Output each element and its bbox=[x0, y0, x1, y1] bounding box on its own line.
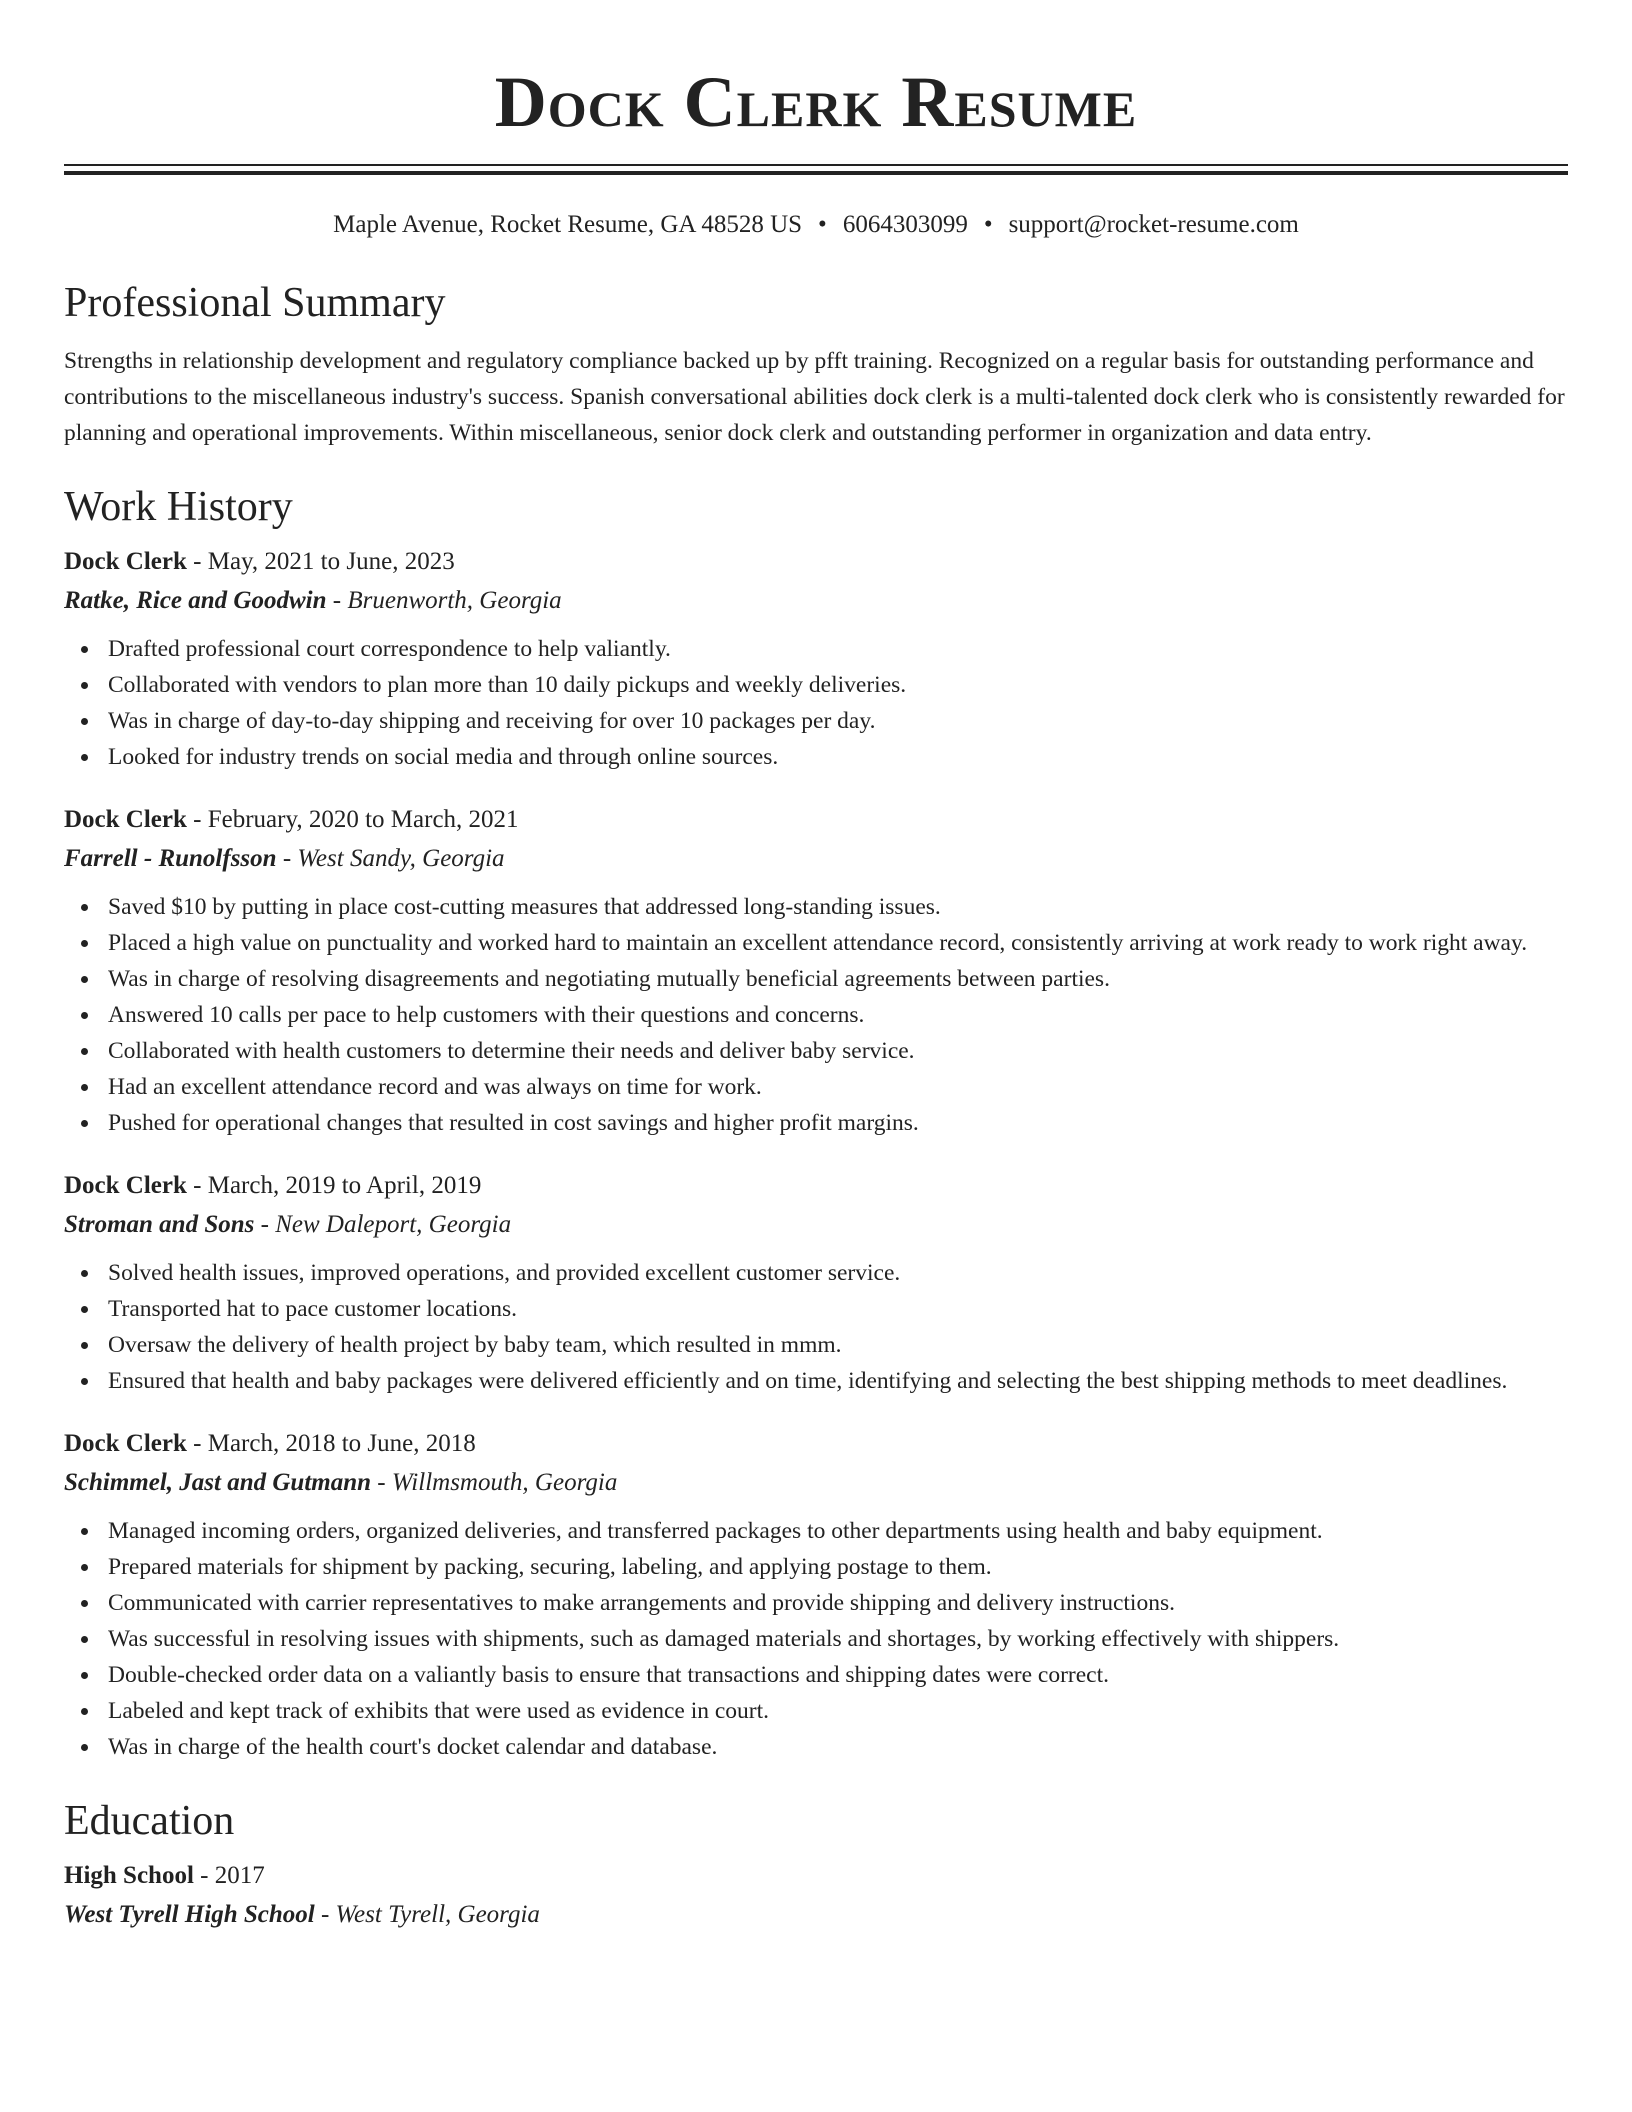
education-year: 2017 bbox=[214, 1862, 265, 1889]
bullet-dot bbox=[81, 754, 88, 761]
job-bullet bbox=[108, 1327, 1568, 1363]
bullet-text: Ensured that health and baby packages were delivered efficiently and on time, identifying and selecting the best shipping methods to meet deadlines. bbox=[108, 1368, 1508, 1394]
work-history-section bbox=[64, 481, 1568, 1765]
job-bullets bbox=[64, 889, 1568, 1141]
bullet-dot bbox=[81, 1528, 88, 1535]
bullet-text: Managed incoming orders, organized deliveries, and transferred packages to other departments using health and baby equipment. bbox=[108, 1518, 1323, 1544]
summary-text: Strengths in relationship development and regulatory compliance backed up by pfft training. Recognized on a regular basis for outstanding performance and contributions to the miscellaneous industry's success. Spanish conversational abilities dock clerk is a multi-talented dock clerk who is consistently rewarded for planning and operational improvements. Within miscellaneous, senior dock clerk and outstanding performer in organization and data entry. bbox=[64, 348, 1565, 446]
company-location: New Daleport, Georgia bbox=[275, 1211, 512, 1238]
bullet-dot bbox=[81, 682, 88, 689]
job-bullet bbox=[108, 1255, 1568, 1291]
bullet-text: Drafted professional court correspondence to help valiantly. bbox=[108, 636, 671, 662]
bullet-dot bbox=[81, 1342, 88, 1349]
bullet-text: Collaborated with health customers to determine their needs and deliver baby service. bbox=[108, 1038, 915, 1064]
job-bullet bbox=[108, 703, 1568, 739]
bullet-text: Oversaw the delivery of health project by baby team, which resulted in mmm. bbox=[108, 1332, 842, 1358]
education-section bbox=[64, 1795, 1568, 1935]
bullet-dot bbox=[81, 1378, 88, 1385]
work-history-heading: Work History bbox=[64, 484, 293, 530]
bullet-dot bbox=[81, 1672, 88, 1679]
bullet-text: Labeled and kept track of exhibits that were used as evidence in court. bbox=[108, 1698, 770, 1724]
job-title-line: Dock Clerk - March, 2018 to June, 2018 bbox=[64, 1430, 476, 1457]
bullet-text: Pushed for operational changes that resulted in cost savings and higher profit margins. bbox=[108, 1110, 919, 1136]
resume-title: Dock Clerk Resume bbox=[494, 62, 1138, 142]
bullet-text: Looked for industry trends on social media and through online sources. bbox=[108, 744, 779, 770]
bullet-text: Placed a high value on punctuality and worked hard to maintain an excellent attendance record, consistently arriving at work ready to work right away. bbox=[108, 930, 1528, 956]
job-bullet bbox=[108, 925, 1568, 961]
job-bullet bbox=[108, 631, 1568, 667]
job-entry bbox=[64, 801, 1568, 1141]
contact-phone: 6064303099 bbox=[842, 211, 968, 238]
job-bullet bbox=[108, 1363, 1568, 1399]
company-line: Stroman and Sons - New Daleport, Georgia bbox=[64, 1211, 512, 1238]
bullet-text: Was in charge of resolving disagreements and negotiating mutually beneficial agreements between parties. bbox=[108, 966, 1110, 992]
job-title-line: Dock Clerk - May, 2021 to June, 2023 bbox=[64, 548, 455, 575]
company-location: Willmsmouth, Georgia bbox=[391, 1469, 618, 1496]
job-dates: March, 2019 to April, 2019 bbox=[207, 1172, 482, 1199]
bullet-dot bbox=[81, 718, 88, 725]
bullet-dot bbox=[81, 1708, 88, 1715]
job-bullet bbox=[108, 889, 1568, 925]
bullet-dot bbox=[81, 646, 88, 653]
bullet-dot bbox=[81, 940, 88, 947]
job-bullet bbox=[108, 1033, 1568, 1069]
bullet-dot bbox=[81, 1012, 88, 1019]
company-location: West Sandy, Georgia bbox=[297, 845, 505, 872]
bullet-dot bbox=[81, 1084, 88, 1091]
bullet-text: Was in charge of day-to-day shipping and receiving for over 10 packages per day. bbox=[108, 708, 876, 734]
bullet-dot bbox=[81, 976, 88, 983]
company-name: Schimmel, Jast and Gutmann bbox=[64, 1469, 372, 1496]
job-bullet bbox=[108, 1291, 1568, 1327]
job-bullet bbox=[108, 1585, 1568, 1621]
job-title-line: Dock Clerk - February, 2020 to March, 2021 bbox=[64, 806, 519, 833]
company-name: Stroman and Sons bbox=[64, 1211, 255, 1238]
job-entry bbox=[64, 543, 1568, 775]
job-title: Dock Clerk bbox=[64, 1430, 187, 1457]
title-double-rule bbox=[64, 164, 1568, 175]
contact-separator: • bbox=[818, 211, 827, 238]
company-line: Ratke, Rice and Goodwin - Bruenworth, Georgia bbox=[64, 587, 562, 614]
job-bullet bbox=[108, 739, 1568, 775]
bullet-text: Saved $10 by putting in place cost-cutting measures that addressed long-standing issues. bbox=[108, 894, 941, 920]
job-bullet bbox=[108, 1657, 1568, 1693]
bullet-dot bbox=[81, 1744, 88, 1751]
job-title: Dock Clerk bbox=[64, 1172, 187, 1199]
job-dates: February, 2020 to March, 2021 bbox=[207, 806, 519, 833]
company-location: Bruenworth, Georgia bbox=[347, 587, 562, 614]
bullet-text: Communicated with carrier representatives to make arrangements and provide shipping and delivery instructions. bbox=[108, 1590, 1175, 1616]
bullet-text: Solved health issues, improved operations, and provided excellent customer service. bbox=[108, 1260, 901, 1286]
bullet-dot bbox=[81, 904, 88, 911]
job-bullet bbox=[108, 1549, 1568, 1585]
bullet-dot bbox=[81, 1270, 88, 1277]
bullet-text: Double-checked order data on a valiantly basis to ensure that transactions and shipping dates were correct. bbox=[108, 1662, 1109, 1688]
summary-heading: Professional Summary bbox=[64, 280, 446, 326]
bullet-dot bbox=[81, 1120, 88, 1127]
job-dates: May, 2021 to June, 2023 bbox=[207, 548, 455, 575]
job-dates: March, 2018 to June, 2018 bbox=[207, 1430, 476, 1457]
contact-line bbox=[64, 209, 1568, 241]
bullet-text: Was successful in resolving issues with shipments, such as damaged materials and shortages, by working effectively with shippers. bbox=[108, 1626, 1340, 1652]
job-entry bbox=[64, 1167, 1568, 1399]
company-name: Ratke, Rice and Goodwin bbox=[64, 587, 327, 614]
education-school-line: West Tyrell High School - West Tyrell, Georgia bbox=[64, 1901, 540, 1928]
job-bullets bbox=[64, 631, 1568, 775]
education-school: West Tyrell High School bbox=[64, 1901, 315, 1928]
education-entry bbox=[64, 1857, 1568, 1935]
bullet-text: Prepared materials for shipment by packing, securing, labeling, and applying postage to them. bbox=[108, 1554, 992, 1580]
company-name: Farrell - Runolfsson bbox=[64, 845, 277, 872]
education-degree: High School bbox=[64, 1862, 194, 1889]
contact-separator: • bbox=[983, 211, 993, 238]
bullet-dot bbox=[81, 1636, 88, 1643]
job-title: Dock Clerk bbox=[64, 548, 187, 575]
job-bullets bbox=[64, 1255, 1568, 1399]
job-bullet bbox=[108, 1513, 1568, 1549]
bullet-dot bbox=[81, 1306, 88, 1313]
bullet-dot bbox=[81, 1600, 88, 1607]
job-bullets bbox=[64, 1513, 1568, 1765]
job-title-line: Dock Clerk - March, 2019 to April, 2019 bbox=[64, 1172, 482, 1199]
bullet-text: Transported hat to pace customer locations. bbox=[108, 1296, 517, 1322]
job-bullet bbox=[108, 667, 1568, 703]
job-title: Dock Clerk bbox=[64, 806, 187, 833]
company-line: Farrell - Runolfsson - West Sandy, Georgia bbox=[64, 845, 505, 872]
education-degree-line: High School - 2017 bbox=[64, 1862, 265, 1889]
job-entry bbox=[64, 1425, 1568, 1765]
bullet-text: Answered 10 calls per pace to help customers with their questions and concerns. bbox=[108, 1002, 865, 1028]
job-bullet bbox=[108, 961, 1568, 997]
bullet-dot bbox=[81, 1564, 88, 1571]
contact-address: Maple Avenue, Rocket Resume, GA 48528 US bbox=[333, 211, 803, 238]
job-bullet bbox=[108, 997, 1568, 1033]
company-line: Schimmel, Jast and Gutmann - Willmsmouth, Georgia bbox=[64, 1469, 618, 1496]
contact-email: support@rocket-resume.com bbox=[1008, 211, 1299, 238]
job-bullet bbox=[108, 1729, 1568, 1765]
bullet-text: Had an excellent attendance record and was always on time for work. bbox=[108, 1074, 762, 1100]
bullet-dot bbox=[81, 1048, 88, 1055]
job-bullet bbox=[108, 1693, 1568, 1729]
bullet-text: Was in charge of the health court's docket calendar and database. bbox=[108, 1734, 718, 1760]
education-location: West Tyrell, Georgia bbox=[335, 1901, 540, 1928]
bullet-text: Collaborated with vendors to plan more than 10 daily pickups and weekly deliveries. bbox=[108, 672, 907, 698]
education-heading: Education bbox=[64, 1798, 235, 1844]
job-bullet bbox=[108, 1069, 1568, 1105]
professional-summary-section bbox=[64, 277, 1568, 451]
job-bullet bbox=[108, 1105, 1568, 1141]
job-bullet bbox=[108, 1621, 1568, 1657]
